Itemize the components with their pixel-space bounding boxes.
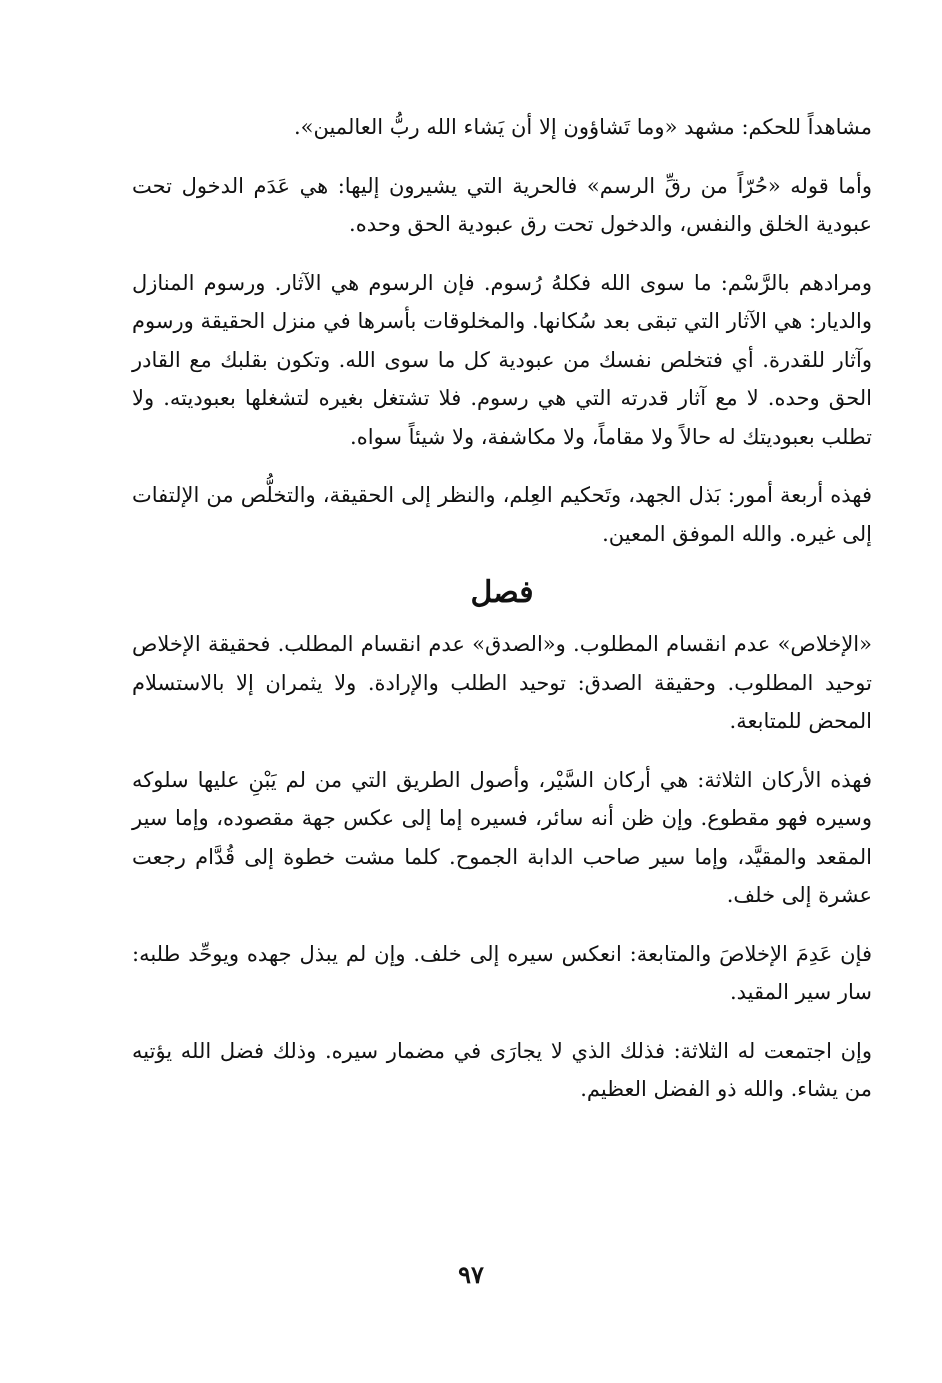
paragraph-1: مشاهداً للحكم: مشهد «وما تَشاؤون إلا أن يَشاء الله ربُّ العالمين». xyxy=(293,115,872,139)
section-title: فصل xyxy=(470,575,534,610)
page-body xyxy=(132,108,872,1129)
paragraph-2: وأما قوله «حُرّاً من رقِّ الرسم» فالحرية التي يشيرون إليها: هي عَدَم الدخول تحت عبودية الخلق والنفس، والدخول تحت رق عبودية الحق وحده. xyxy=(132,173,872,236)
paragraph-5: «الإخلاص» عدم انقسام المطلوب. و«الصدق» عدم انقسام المطلب. فحقيقة الإخلاص توحيد المطلوب. وحقيقة الصدق: توحيد الطلب والإرادة. ولا يثمران إلا بالاستسلام المحض للمتابعة. xyxy=(132,632,872,733)
page-number: ٩٧ xyxy=(458,1260,484,1289)
paragraph-4: فهذه أربعة أمور: بَذل الجهد، وتَحكيم العِلم، والنظر إلى الحقيقة، والتخلُّص من الإلتفات إلى غيره. والله الموفق المعين. xyxy=(132,483,872,546)
paragraph-3: ومرادهم بالرَّسْم: ما سوى الله فكلهُ رُسوم. فإن الرسوم هي الآثار. ورسوم المنازل والديار: هي الآثار التي تبقى بعد سُكانها. والمخلوقات بأسرها في منزل الحقيقة ورسوم وآثار للقدرة. أي فتخلص نفسك من عبودية كل ما سوى الله. وتكون بقلبك مع القادر الحق وحده. لا مع آثار قدرته التي هي رسوم. فلا تشتغل بغيره لتشغلها بعبوديته. ولا تطلب بعبوديتك له حالاً ولا مقاماً، ولا مكاشفة، ولا شيئاً سواه. xyxy=(132,270,872,449)
paragraph-7: فإن عَدِمَ الإخلاصَ والمتابعة: انعكس سيره إلى خلف. وإن لم يبذل جهده ويوحِّد طلبه: سار سير المقيد. xyxy=(132,941,872,1004)
paragraph-8: وإن اجتمعت له الثلاثة: فذلك الذي لا يجارَى في مضمار سيره. وذلك فضل الله يؤتيه من يشاء. والله ذو الفضل العظيم. xyxy=(132,1038,872,1101)
paragraph-6: فهذه الأركان الثلاثة: هي أركان السَّيْر، وأصول الطريق التي من لم يَبْنِ عليها سلوكه وسيره فهو مقطوع. وإن ظن أنه سائر، فسيره إما إلى عكس جهة مقصوده، وإما سير المقعد والمقيَّد، وإما سير صاحب الدابة الجموح. كلما مشت خطوة إلى قُدَّام رجعت عشرة إلى خلف. xyxy=(132,767,872,907)
